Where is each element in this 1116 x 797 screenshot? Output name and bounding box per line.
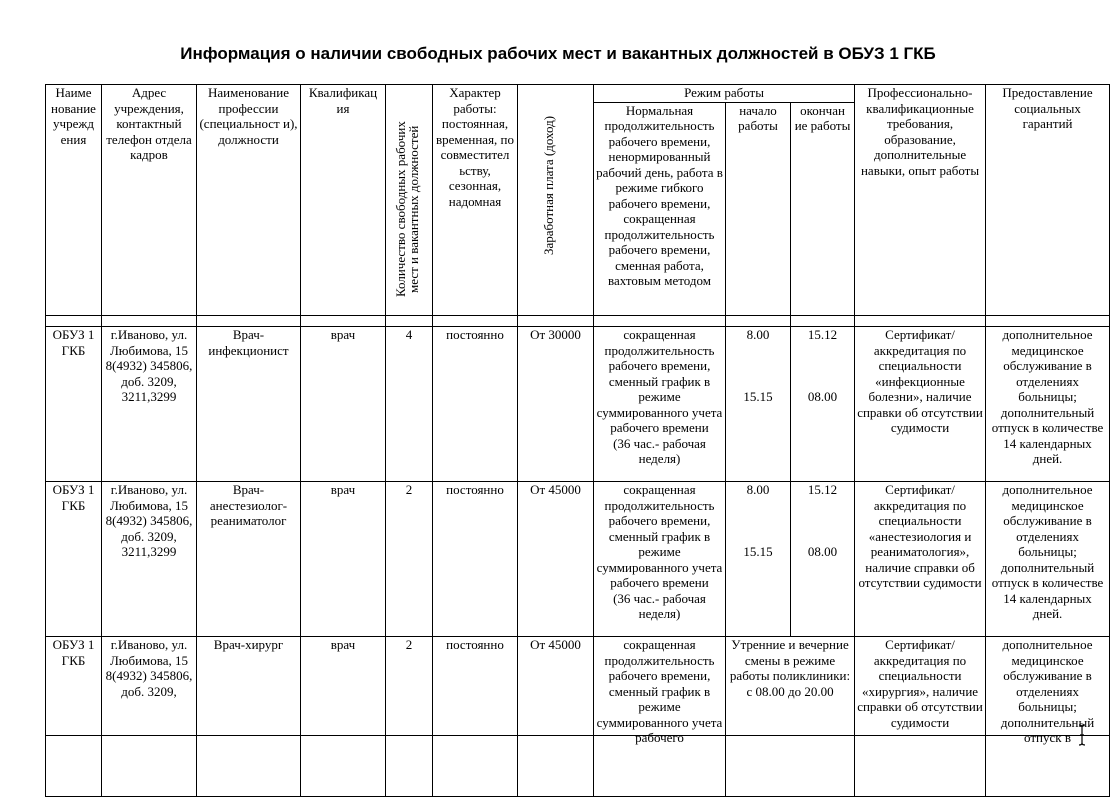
- cell-profession: Врач-инфекционист: [197, 327, 301, 482]
- header-address: Адрес учреждения, контактный телефон отдела кадров: [102, 85, 197, 316]
- header-requirements: Профессионально-квалификационные требования, образование, дополнительные навыки, опыт работы: [855, 85, 986, 316]
- cell-mode: [594, 327, 726, 482]
- cell-count: 4: [386, 327, 433, 482]
- header-institution: Наиме нованиe учрежд ения: [46, 85, 102, 316]
- cell-end: [791, 482, 855, 637]
- cell-shifts: Утренние и вечерние смены в режиме работы поликлиники: с 08.00 до 20.00: [726, 637, 855, 797]
- end-time-2: 08.00: [807, 388, 838, 404]
- end-time-2: 08.00: [807, 543, 838, 559]
- cell-mode: сокращенная продолжительность рабочего времени, сменный график в режиме суммированного учета рабочего: [594, 637, 726, 797]
- header-work-mode-type: Нормальная продолжительность рабочего времени, ненормированный рабочий день, работа в режиме гибкого рабочего времени, сокращенная продолжительность рабочего времени, сменная работа, вахтовым методом: [594, 102, 726, 315]
- cell-mode: [594, 482, 726, 637]
- cell-salary: От 45000: [518, 482, 594, 637]
- cell-institution: ОБУЗ 1 ГКБ: [46, 637, 102, 797]
- header-salary: Заработная плата (доход): [518, 85, 594, 316]
- table-row: [46, 482, 1110, 637]
- cell-institution: ОБУЗ 1 ГКБ: [46, 482, 102, 637]
- cell-institution: ОБУЗ 1 ГКБ: [46, 327, 102, 482]
- header-qualification: Квалификац ия: [301, 85, 386, 316]
- table-row: [46, 637, 1110, 797]
- cell-profession: Врач-анестезиолог-реаниматолог: [197, 482, 301, 637]
- cell-salary: От 45000: [518, 637, 594, 797]
- header-end: окончан ие работы: [791, 102, 855, 315]
- cell-salary: От 30000: [518, 327, 594, 482]
- mode-text: сокращенная продолжительность рабочего времени, сменный график в режиме суммированного учета рабочего времени: [596, 482, 723, 590]
- cell-start: [726, 327, 791, 482]
- cell-qualification: врач: [301, 327, 386, 482]
- header-vacancy-count: Количество свободных рабочих мест и вакантных должностей: [386, 85, 433, 316]
- mode-text: сокращенная продолжительность рабочего времени, сменный график в режиме суммированного учета рабочего времени: [596, 327, 723, 435]
- cell-start: [726, 482, 791, 637]
- text-cursor-icon: [1077, 724, 1087, 746]
- start-time-1: 8.00: [746, 327, 770, 342]
- table-row: [46, 327, 1110, 482]
- cell-guarantees: дополнительное медицинское обслуживание в отделениях больницы; дополнительный отпуск в количестве 14 календарных дней.: [986, 482, 1110, 637]
- vacancy-table-container: [45, 84, 1109, 745]
- document-title: Информация о наличии свободных рабочих мест и вакантных должностей в ОБУЗ 1 ГКБ: [180, 44, 936, 63]
- header-work-mode: Режим работы: [594, 85, 855, 103]
- cell-requirements: Сертификат/ аккредитация по специальности «инфекционные болезни», наличие справки об отсутствии судимости: [855, 327, 986, 482]
- cell-count: 2: [386, 637, 433, 797]
- cell-guarantees: дополнительное медицинское обслуживание в отделениях больницы; дополнительный отпуск в: [986, 637, 1110, 797]
- cell-guarantees: дополнительное медицинское обслуживание в отделениях больницы; дополнительный отпуск в количестве 14 календарных дней.: [986, 327, 1110, 482]
- cell-count: 2: [386, 482, 433, 637]
- end-time-1: 15.12: [807, 327, 838, 342]
- cell-end: [791, 327, 855, 482]
- cell-nature: постоянно: [433, 482, 518, 637]
- start-time-2: 15.15: [743, 388, 773, 404]
- cell-address: г.Иваново, ул. Любимова, 15 8(4932) 345806, доб. 3209, 3211,3299: [102, 327, 197, 482]
- cell-nature: постоянно: [433, 327, 518, 482]
- cell-qualification: врач: [301, 482, 386, 637]
- header-work-nature: Характер работы: постоянная, временная, по совместител ьству, сезонная, надомная: [433, 85, 518, 316]
- cell-address: г.Иваново, ул. Любимова, 15 8(4932) 345806, доб. 3209, 3211,3299: [102, 482, 197, 637]
- cell-profession: Врач-хирург: [197, 637, 301, 797]
- cell-address: г.Иваново, ул. Любимова, 15 8(4932) 345806, доб. 3209,: [102, 637, 197, 797]
- header-guarantees: Предоставление социальных гарантий: [986, 85, 1110, 316]
- cell-requirements: Сертификат/ аккредитация по специальности «хирургия», наличие справки об отсутствии судимости: [855, 637, 986, 797]
- cell-qualification: врач: [301, 637, 386, 797]
- cell-nature: постоянно: [433, 637, 518, 797]
- mode-note: (36 час.- рабочая неделя): [613, 435, 706, 466]
- start-time-2: 15.15: [743, 543, 773, 559]
- spacer-row: [46, 316, 1110, 327]
- start-time-1: 8.00: [746, 482, 770, 497]
- vacancy-table: [45, 84, 1110, 797]
- end-time-1: 15.12: [807, 482, 838, 497]
- mode-note: (36 час.- рабочая неделя): [613, 590, 706, 621]
- header-start: начало работы: [726, 102, 791, 315]
- cell-requirements: Сертификат/ аккредитация по специальности «анестезиология и реаниматология», наличие справки об отсутствии судимости: [855, 482, 986, 637]
- header-profession: Наименование профессии (специальност и), должности: [197, 85, 301, 316]
